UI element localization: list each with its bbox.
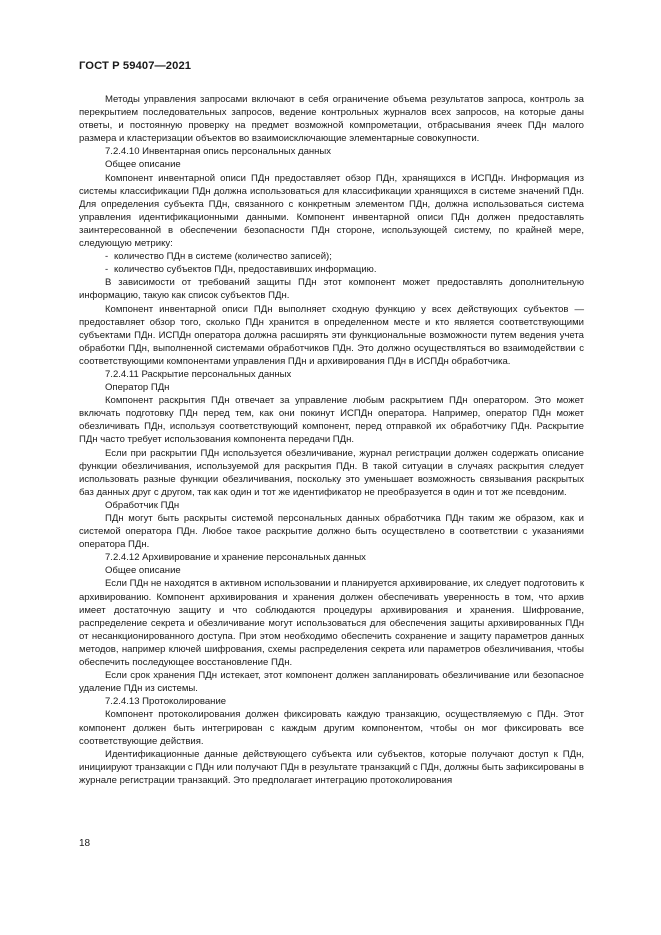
section-heading: 7.2.4.10 Инвентарная опись персональных данных	[105, 146, 332, 158]
body-paragraph: В зависимости от требований защиты ПДн этот компонент может предоставлять дополнительную информацию, такую как список субъектов ПДн.	[79, 277, 584, 302]
section-heading: 7.2.4.11 Раскрытие персональных данных	[105, 368, 292, 380]
body-paragraph: ПДн могут быть раскрыты системой персональных данных обработчика ПДн таким же образом, как и системой оператора ПДн. Любое такое раскрытие должно быть осуществлено в соответствии с указаниями оператора ПДн.	[79, 513, 584, 551]
list-item	[79, 250, 584, 263]
body-paragraph: Если срок хранения ПДн истекает, этот компонент должен запланировать обезличивание или безопасное удаление ПДн из системы.	[79, 670, 584, 695]
section-heading: Общее описание	[105, 565, 181, 577]
section-heading: Общее описание	[105, 159, 181, 171]
list-dash: -	[105, 251, 109, 263]
section-heading: 7.2.4.12 Архивирование и хранение персональных данных	[105, 552, 366, 564]
body-paragraph: Идентификационные данные действующего субъекта или субъектов, которые получают доступ к ПДн, инициируют транзакции с ПДн или получают ПДн в результате транзакций с ПДн, должны быть зафиксированы в журнале регистрации транзакций. Это предполагает интеграцию протоколирования	[79, 748, 584, 786]
body-paragraph: Компонент протоколирования должен фиксировать каждую транзакцию, осуществляемую с ПДн. Этот компонент должен быть интегрирован с каждым другим компонентом, чтобы он мог фиксировать все соответствующие действия.	[79, 709, 584, 747]
document-header: ГОСТ Р 59407—2021	[79, 60, 192, 72]
section-heading: Оператор ПДн	[105, 382, 170, 394]
list-item-text: количество субъектов ПДн, предоставивших информацию.	[114, 264, 377, 276]
body-paragraph: Если ПДн не находятся в активном использовании и планируется архивирование, их следует подготовить к архивированию. Компонент архивирования и хранения должен обеспечивать уверенность в том, что архив имеет достаточную защиту и что соблюдаются процедуры архивирования и хранения. Шифрование, распределение секрета и обезличивание могут использоваться для обеспечения защиты архивированных ПДн от несанкционированного доступа. При этом необходимо обеспечить сохранение и защиту параметров данных методов, например ключей шифрования, схемы распределения секрета или параметров обезличивания, чтобы обеспечить последующее восстановление ПДн.	[79, 578, 584, 669]
document-body	[79, 93, 584, 787]
body-paragraph: Компонент инвентарной описи ПДн предоставляет обзор ПДн, хранящихся в ИСПДн. Информация из системы классификации ПДн должна использоваться для классификации хранящихся в системе значений ПДн. Для определения субъекта ПДн, связанного с конкретным элементом ПДн, должна использоваться система управления идентификационными данными. Компонент инвентарной описи ПДн должен предоставлять заинтересованной в обеспечении безопасности ПДн стороне, использующей систему, по крайней мере, следующую метрику:	[79, 172, 584, 250]
list-item-text: количество ПДн в системе (количество записей);	[114, 251, 332, 263]
body-paragraph: Если при раскрытии ПДн используется обезличивание, журнал регистрации должен содержать описание функции обезличивания, используемой для раскрытия ПДн. В такой ситуации в случаях раскрытия следует использовать разные функции обезличивания, поскольку это уменьшает возможность связывания раскрытых баз данных друг с другом, так как один и тот же идентификатор не преобразуется в один и тот же псевдоним.	[79, 447, 584, 498]
section-heading: Обработчик ПДн	[105, 499, 180, 511]
page-number: 18	[79, 838, 91, 849]
body-paragraph: Компонент инвентарной описи ПДн выполняет сходную функцию у всех действующих субъектов — предоставляет обзор того, сколько ПДн хранится в определенном месте и кто является соответствующими субъектами ПДн. ИСПДн оператора должна расширять эти функциональные возможности путем ведения учета обработки ПДн, выполненной системами обработчиков ПДн. Это должно осуществляться во взаимодействии с соответствующими компонентами управления ПДн и архивирования ПДн в ИСПДн обработчика.	[79, 303, 584, 367]
body-paragraph: Компонент раскрытия ПДн отвечает за управление любым раскрытием ПДн оператором. Это может включать подготовку ПДн перед тем, как они покинут ИСПДн оператора. Например, оператор ПДн может обезличивать ПДн, используя соответствующий компонент, перед отправкой их обработчику ПДн. Раскрытие ПДн часто требует использования компонента передачи ПДн.	[79, 395, 584, 446]
body-paragraph: Методы управления запросами включают в себя ограничение объема результатов запроса, контроль за перекрытием последовательных запросов, ведение контрольных журналов всех запросов, на которые даны ответы, и постоянную проверку на предмет возможной компрометации, отбрасывания ячеек ПДн малого размера и кластеризации объектов во взаимоисключающие элементарные совокупности.	[79, 94, 584, 145]
section-heading: 7.2.4.13 Протоколирование	[105, 696, 227, 708]
list-item	[79, 263, 584, 276]
list-dash: -	[105, 264, 109, 276]
